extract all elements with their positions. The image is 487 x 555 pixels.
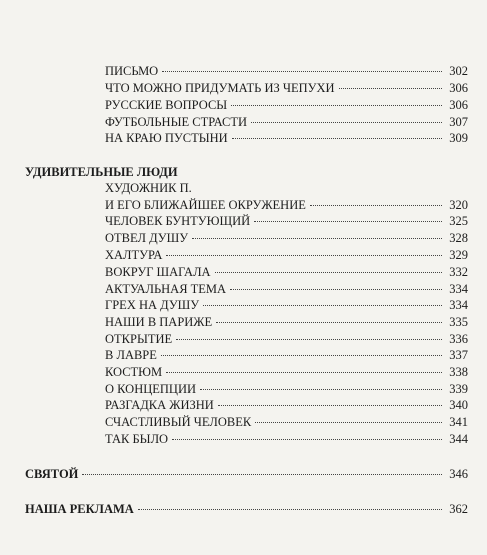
- toc-entry-title: СЧАСТЛИВЫЙ ЧЕЛОВЕК: [105, 415, 252, 429]
- toc-leader: [138, 509, 442, 510]
- toc-entry-title: АКТУАЛЬНАЯ ТЕМА: [105, 282, 227, 296]
- toc-entry-page: 334: [449, 282, 468, 296]
- toc-entry-page: 338: [449, 365, 468, 379]
- toc-entry: [105, 331, 468, 347]
- toc-entry-title: НАШИ В ПАРИЖЕ: [105, 315, 213, 329]
- toc-entry: [105, 97, 468, 113]
- toc-entry: [105, 130, 468, 146]
- toc-entry: [105, 264, 468, 280]
- toc-entry-title: ОТВЕЛ ДУШУ: [105, 231, 189, 245]
- toc-leader: [200, 389, 442, 390]
- toc-entry-page: 344: [449, 432, 468, 446]
- toc-entry-page: 346: [449, 467, 468, 481]
- toc-entry-title: ГРЕХ НА ДУШУ: [105, 298, 200, 312]
- toc-leader: [254, 221, 442, 222]
- toc-entry: [105, 297, 468, 313]
- toc-entry-page: 337: [449, 348, 468, 362]
- toc-entry-page: 306: [449, 81, 468, 95]
- toc-entry-page: 362: [449, 502, 468, 516]
- toc-entry: [105, 281, 468, 297]
- toc-entry-title: РАЗГАДКА ЖИЗНИ: [105, 398, 214, 412]
- toc-entry-title: ОТКРЫТИЕ: [105, 332, 173, 346]
- toc-section-entry: [25, 501, 468, 517]
- toc-entry-title: ЧТО МОЖНО ПРИДУМАТЬ ИЗ ЧЕПУХИ: [105, 81, 335, 95]
- toc-leader: [251, 122, 442, 123]
- toc-entry: [105, 314, 468, 330]
- toc-leader: [230, 289, 442, 290]
- toc-leader: [339, 88, 442, 89]
- toc-entry-page: 341: [449, 415, 468, 429]
- toc-entry: [105, 397, 468, 413]
- toc-entry-title: НА КРАЮ ПУСТЫНИ: [105, 131, 228, 145]
- toc-leader: [203, 305, 442, 306]
- toc-leader: [216, 322, 442, 323]
- toc-entry: [105, 364, 468, 380]
- toc-leader: [162, 71, 442, 72]
- toc-entry-page: 336: [449, 332, 468, 346]
- toc-entry: [105, 230, 468, 246]
- toc-entry-title: ЧЕЛОВЕК БУНТУЮЩИЙ: [105, 214, 251, 228]
- toc-leader: [192, 238, 442, 239]
- toc-entry-page: 329: [449, 248, 468, 262]
- toc-entry-page: 306: [449, 98, 468, 112]
- toc-entry-page: 307: [449, 115, 468, 129]
- toc-entry: [105, 213, 468, 229]
- toc-entry-page: 340: [449, 398, 468, 412]
- toc-entry-page: 302: [449, 64, 468, 78]
- toc-leader: [82, 474, 442, 475]
- toc-entry-title: КОСТЮМ: [105, 365, 163, 379]
- toc-entry-title-line: ХУДОЖНИК П.: [105, 181, 192, 195]
- toc-entry-page: 328: [449, 231, 468, 245]
- toc-section-title: УДИВИТЕЛЬНЫЕ ЛЮДИ: [25, 165, 178, 179]
- toc-entry: [105, 114, 468, 130]
- toc-entry-title: В ЛАВРЕ: [105, 348, 157, 362]
- toc-leader: [255, 422, 442, 423]
- toc-entry-title: РУССКИЕ ВОПРОСЫ: [105, 98, 228, 112]
- toc-leader: [172, 439, 442, 440]
- toc-entry-page: 309: [449, 131, 468, 145]
- toc-leader: [176, 339, 442, 340]
- toc-section-entry: [25, 466, 468, 482]
- toc-leader: [310, 205, 442, 206]
- toc-entry: [105, 381, 468, 397]
- toc-entry-page: 325: [449, 214, 468, 228]
- toc-entry-title: ФУТБОЛЬНЫЕ СТРАСТИ: [105, 115, 247, 129]
- toc-entry-page: 335: [449, 315, 468, 329]
- toc-entry-title: И ЕГО БЛИЖАЙШЕЕ ОКРУЖЕНИЕ: [105, 198, 306, 212]
- toc-entry: [105, 247, 468, 263]
- toc-leader: [166, 372, 442, 373]
- toc-section-title: НАША РЕКЛАМА: [25, 502, 134, 516]
- toc-entry: [105, 431, 468, 447]
- toc-leader: [161, 355, 442, 356]
- toc-entry: [105, 80, 468, 96]
- toc-leader: [231, 105, 442, 106]
- toc-entry-page: 332: [449, 265, 468, 279]
- toc-entry-title: О КОНЦЕПЦИИ: [105, 382, 197, 396]
- toc-entry-title: ВОКРУГ ШАГАЛА: [105, 265, 211, 279]
- toc-entry-page: 339: [449, 382, 468, 396]
- toc-entry-page: 320: [449, 198, 468, 212]
- toc-entry: [105, 414, 468, 430]
- toc-entry: [105, 63, 468, 79]
- toc-entry-page: 334: [449, 298, 468, 312]
- toc-entry: [105, 347, 468, 363]
- toc-leader: [215, 272, 442, 273]
- toc-leader: [232, 138, 442, 139]
- toc-entry: [105, 197, 468, 213]
- toc-entry-title: ХАЛТУРА: [105, 248, 163, 262]
- toc-leader: [166, 255, 442, 256]
- toc-leader: [218, 405, 442, 406]
- toc-section-title: СВЯТОЙ: [25, 467, 79, 481]
- toc-entry-title: ПИСЬМО: [105, 64, 159, 78]
- toc-entry-title: ТАК БЫЛО: [105, 432, 169, 446]
